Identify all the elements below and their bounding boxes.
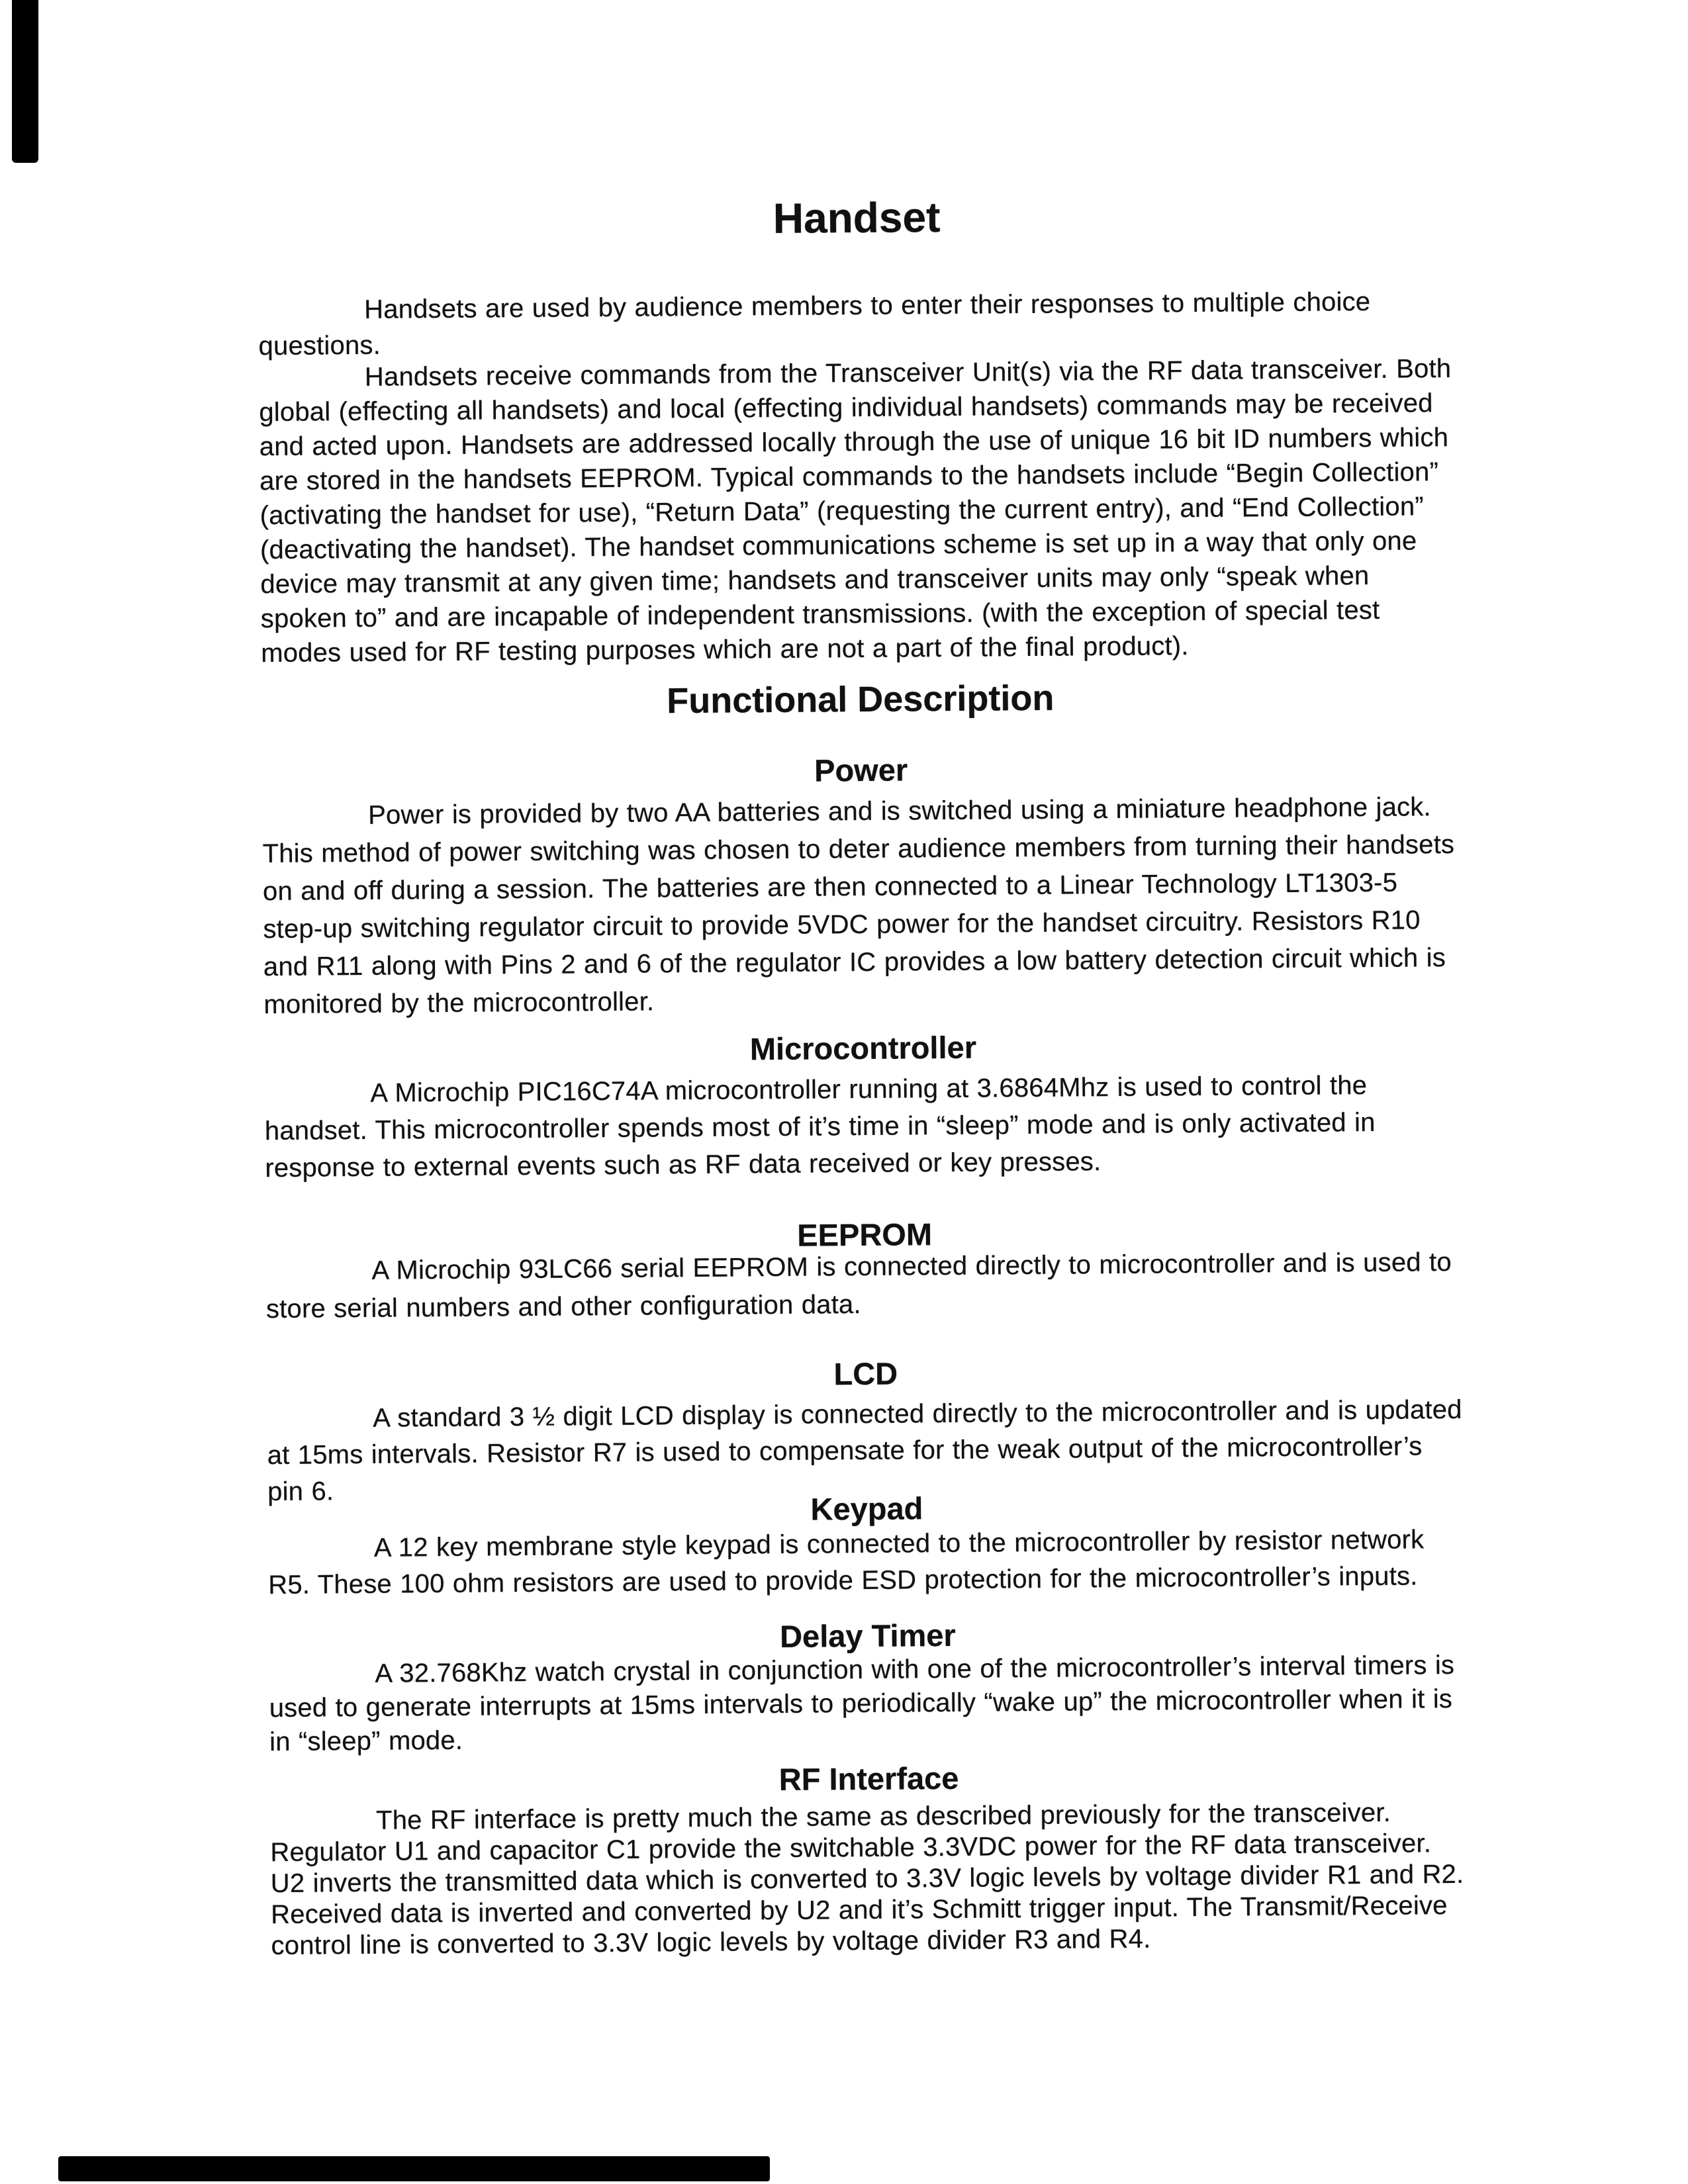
section-heading-keypad: Keypad bbox=[810, 1490, 923, 1527]
section-body-lcd: A standard 3 ½ digit LCD display is connected directly to the microcontroller and is updated at 15ms intervals. Resistor R7 is used to compensate for the weak output of the microcontroller’s pin 6. bbox=[267, 1394, 1462, 1507]
intro-paragraph-1: Handsets are used by audience members to enter their responses to multiple choice questions. bbox=[258, 287, 1371, 361]
section-body-rf-interface: The RF interface is pretty much the same as described previously for the transceiver. Regulator U1 and capacitor C1 provide the switchable 3.3VDC power for the RF data transceiver. U2 inverts the transmitted data which is converted to 3.3V logic levels by voltage divider R1 and R2. Received data is inverted and converted by U2 and it’s Schmitt trigger input. The Transmit/Receive control line is converted to 3.3V logic levels by voltage divider R3 and R4. bbox=[270, 1797, 1464, 1961]
section-heading-delay-timer: Delay Timer bbox=[779, 1617, 956, 1655]
functional-description-heading: Functional Description bbox=[667, 678, 1055, 721]
section-body-power: Power is provided by two AA batteries and is switched using a miniature headphone jack. This method of power switching was chosen to deter audience members from turning their handsets on and off during a session. The batteries are then connected to a Linear Technology LT1303-5 step-up switching regulator circuit to provide 5VDC power for the handset circuitry. Resistors R10 and R11 along with Pins 2 and 6 of the regulator IC provides a low battery detection circuit which is monitored by the microcontroller. bbox=[262, 792, 1455, 1020]
section-body-keypad: A 12 key membrane style keypad is connected to the microcontroller by resistor network R5. These 100 ohm resistors are used to provide ESD protection for the microcontroller’s inputs. bbox=[268, 1525, 1425, 1600]
section-heading-power: Power bbox=[814, 752, 908, 788]
page-title: Handset bbox=[773, 193, 941, 243]
section-body-microcontroller: A Microchip PIC16C74A microcontroller running at 3.6864Mhz is used to control the handset. This microcontroller spends most of it’s time in “sleep” mode and is only activated in response to external events such as RF data received or key presses. bbox=[264, 1071, 1376, 1183]
section-heading-rf-interface: RF Interface bbox=[778, 1760, 959, 1797]
section-body-delay-timer: A 32.768Khz watch crystal in conjunction with one of the microcontroller’s interval timers is used to generate interrupts at 15ms intervals to periodically “wake up” the microcontroller when it is in “sleep” mode. bbox=[269, 1651, 1455, 1757]
section-heading-lcd: LCD bbox=[833, 1355, 898, 1392]
scan-artifact-left-bar bbox=[12, 0, 38, 163]
section-heading-eeprom: EEPROM bbox=[797, 1216, 933, 1253]
scan-artifact-bottom-bar bbox=[58, 2156, 770, 2181]
intro-paragraph-2: Handsets receive commands from the Transceiver Unit(s) via the RF data transceiver. Both global (effecting all handsets) and local (effecting individual handsets) commands may be received and acted upon. Handsets are addressed locally through the use of unique 16 bit ID numbers which are stored in the handsets EEPROM. Typical commands to the handsets include “Begin Collection” (activating the handset for use), “Return Data” (requesting the current entry), and “End Collection” (deactivating the handset). The handset communications scheme is set up in a way that only one device may transmit at any given time; handsets and transceiver units may only “speak when spoken to” and are incapable of independent transmissions. (with the exception of special test modes used for RF testing purposes which are not a part of the final product). bbox=[259, 353, 1452, 668]
section-body-eeprom: A Microchip 93LC66 serial EEPROM is connected directly to microcontroller and is used to store serial numbers and other configuration data. bbox=[265, 1248, 1452, 1324]
section-heading-microcontroller: Microcontroller bbox=[749, 1029, 977, 1067]
